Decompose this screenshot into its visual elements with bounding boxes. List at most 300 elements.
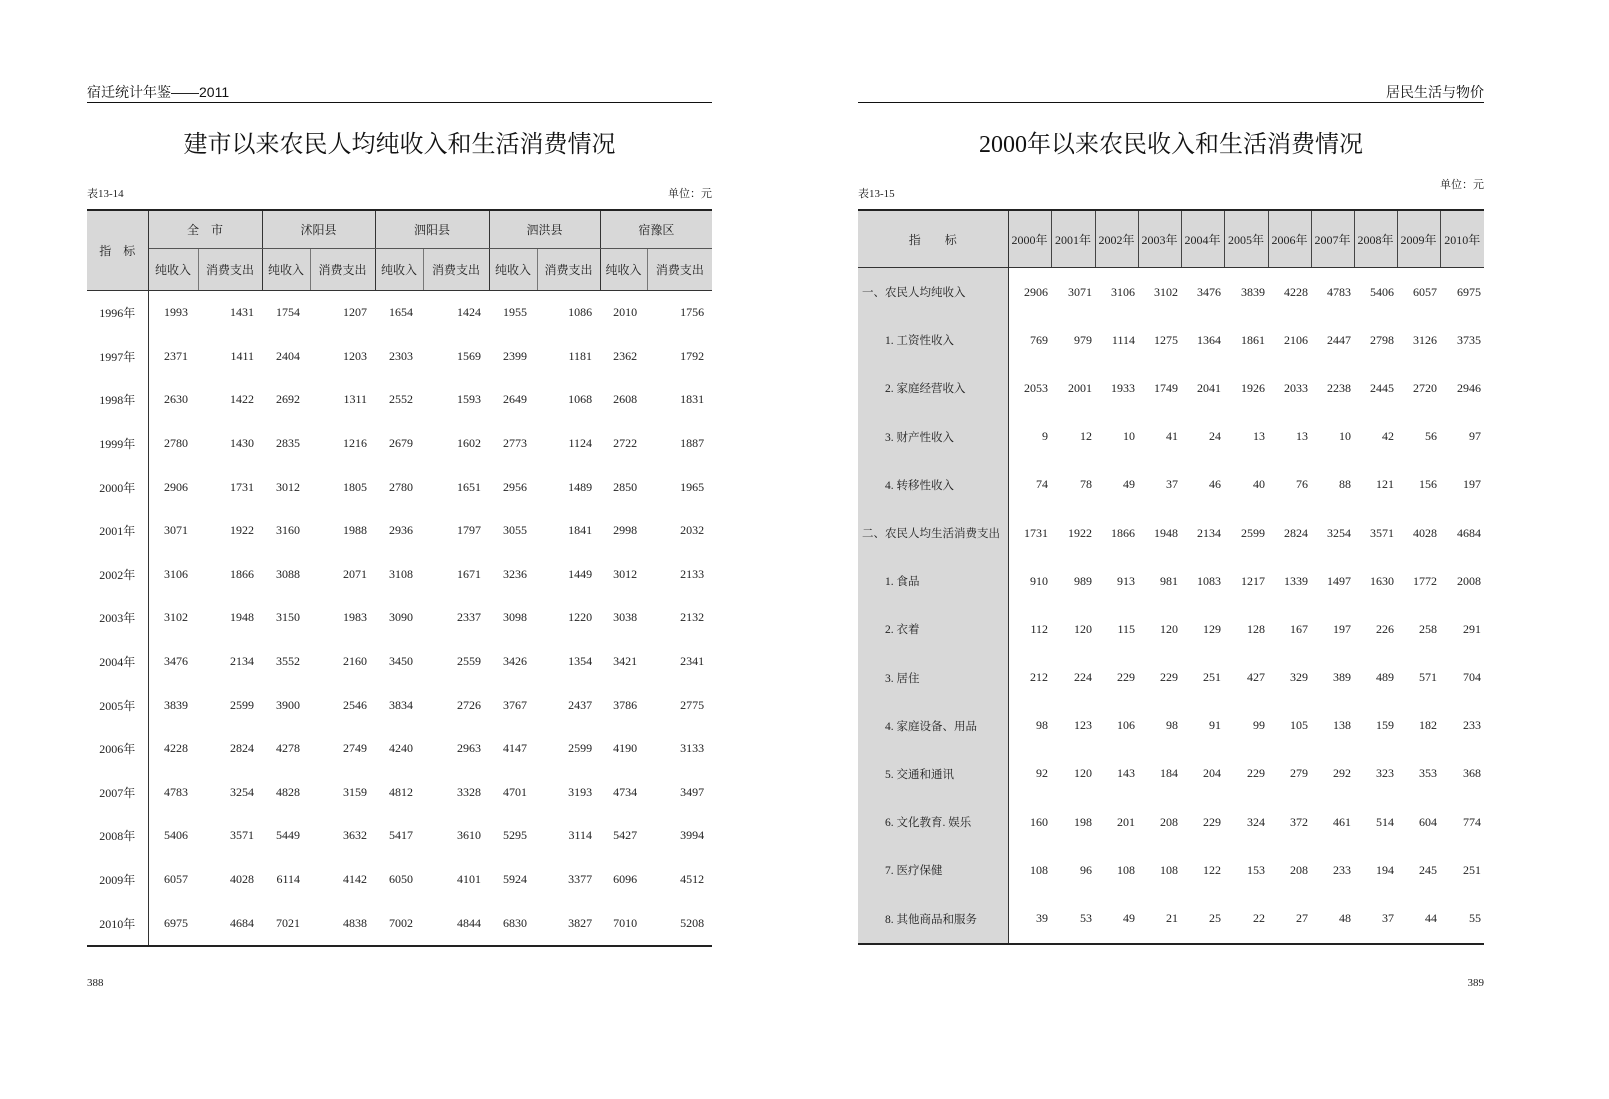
subheader-net-income: 纯收入 bbox=[600, 249, 647, 291]
net-income-cell: 2371 bbox=[164, 348, 188, 363]
net-income-cell: 5427 bbox=[613, 828, 638, 843]
value-cell: 91 bbox=[1209, 718, 1221, 733]
net-income-cell: 3834 bbox=[389, 697, 414, 712]
year-header: 2009年 bbox=[1397, 210, 1440, 268]
group-header-siyang: 泗阳县 bbox=[375, 210, 489, 249]
table-row bbox=[87, 596, 712, 640]
net-income-cell: 3088 bbox=[276, 566, 301, 581]
consumption-cell: 3632 bbox=[343, 828, 368, 843]
consumption-cell: 2341 bbox=[680, 654, 705, 669]
item-label: 5. 交通和通讯 bbox=[858, 750, 1008, 798]
value-cell: 2134 bbox=[1197, 525, 1221, 540]
value-cell: 2008 bbox=[1457, 573, 1481, 588]
year-header: 2002年 bbox=[1095, 210, 1138, 268]
subheader-row bbox=[87, 249, 712, 291]
row-year-label: 2010年 bbox=[87, 901, 148, 946]
table-row bbox=[87, 771, 712, 815]
subheader-consumption: 消费支出 bbox=[423, 249, 489, 291]
value-cell: 88 bbox=[1339, 477, 1351, 492]
table-row bbox=[87, 683, 712, 727]
value-cell: 156 bbox=[1419, 477, 1437, 492]
net-income-cell: 6114 bbox=[276, 872, 301, 887]
value-cell: 4228 bbox=[1284, 284, 1308, 299]
table-row bbox=[858, 798, 1484, 846]
value-cell: 292 bbox=[1333, 766, 1351, 781]
net-income-cell: 2404 bbox=[276, 348, 301, 363]
net-income-cell: 4783 bbox=[164, 784, 188, 799]
consumption-cell: 3571 bbox=[230, 828, 255, 843]
table-row bbox=[87, 291, 712, 335]
item-label: 6. 文化教育. 娱乐 bbox=[858, 798, 1008, 846]
net-income-cell: 4240 bbox=[389, 741, 414, 756]
subheader-consumption: 消费支出 bbox=[647, 249, 712, 291]
value-cell: 1339 bbox=[1284, 573, 1308, 588]
value-cell: 2238 bbox=[1327, 380, 1351, 395]
value-cell: 167 bbox=[1290, 621, 1308, 636]
left-page bbox=[0, 0, 804, 1099]
value-cell: 27 bbox=[1296, 911, 1308, 926]
consumption-cell: 2726 bbox=[457, 697, 482, 712]
value-cell: 323 bbox=[1376, 766, 1394, 781]
value-cell: 3071 bbox=[1068, 284, 1092, 299]
item-label: 3. 财产性收入 bbox=[858, 413, 1008, 461]
value-cell: 372 bbox=[1290, 814, 1308, 829]
value-cell: 1275 bbox=[1154, 332, 1178, 347]
year-header: 2008年 bbox=[1354, 210, 1397, 268]
value-cell: 489 bbox=[1376, 670, 1394, 685]
net-income-cell: 4734 bbox=[613, 784, 638, 799]
value-cell: 3476 bbox=[1197, 284, 1221, 299]
value-cell: 3106 bbox=[1111, 284, 1135, 299]
consumption-cell: 1181 bbox=[568, 348, 593, 363]
value-cell: 53 bbox=[1080, 911, 1092, 926]
table-row bbox=[858, 750, 1484, 798]
value-cell: 56 bbox=[1425, 429, 1437, 444]
value-cell: 2053 bbox=[1024, 380, 1048, 395]
item-label: 1. 食品 bbox=[858, 557, 1008, 605]
value-cell: 39 bbox=[1036, 911, 1048, 926]
running-head: 居民生活与物价 bbox=[1386, 84, 1484, 100]
consumption-cell: 1797 bbox=[457, 523, 482, 538]
consumption-cell: 1422 bbox=[230, 392, 255, 407]
value-cell: 1497 bbox=[1327, 573, 1351, 588]
value-cell: 1749 bbox=[1154, 380, 1178, 395]
consumption-cell: 2160 bbox=[343, 654, 368, 669]
net-income-cell: 5406 bbox=[164, 828, 188, 843]
consumption-cell: 4142 bbox=[343, 872, 368, 887]
row-year-label: 2002年 bbox=[87, 553, 148, 597]
consumption-cell: 1216 bbox=[343, 436, 368, 451]
value-cell: 1922 bbox=[1068, 525, 1092, 540]
subheader-net-income: 纯收入 bbox=[489, 249, 537, 291]
consumption-cell: 3133 bbox=[680, 741, 705, 756]
consumption-cell: 4028 bbox=[230, 872, 255, 887]
net-income-cell: 3786 bbox=[613, 697, 638, 712]
value-cell: 2106 bbox=[1284, 332, 1308, 347]
row-year-label: 1996年 bbox=[87, 291, 148, 335]
value-cell: 201 bbox=[1117, 814, 1135, 829]
consumption-cell: 1489 bbox=[568, 479, 593, 494]
consumption-cell: 1731 bbox=[230, 479, 255, 494]
net-income-cell: 3055 bbox=[503, 523, 528, 538]
subheader-net-income: 纯收入 bbox=[262, 249, 310, 291]
table-row bbox=[858, 364, 1484, 412]
net-income-cell: 6830 bbox=[503, 915, 528, 930]
net-income-cell: 2552 bbox=[389, 392, 414, 407]
consumption-cell: 3159 bbox=[343, 784, 368, 799]
value-cell: 98 bbox=[1166, 718, 1178, 733]
net-income-cell: 3900 bbox=[276, 697, 301, 712]
value-cell: 49 bbox=[1123, 477, 1135, 492]
row-year-label: 1998年 bbox=[87, 378, 148, 422]
subheader-consumption: 消费支出 bbox=[198, 249, 262, 291]
net-income-cell: 4278 bbox=[276, 741, 301, 756]
table-row bbox=[858, 894, 1484, 943]
item-label: 4. 转移性收入 bbox=[858, 461, 1008, 509]
value-cell: 1731 bbox=[1024, 525, 1048, 540]
value-cell: 143 bbox=[1117, 766, 1135, 781]
value-cell: 40 bbox=[1253, 477, 1265, 492]
value-cell: 910 bbox=[1030, 573, 1048, 588]
consumption-cell: 1792 bbox=[680, 348, 705, 363]
table-row bbox=[87, 553, 712, 597]
consumption-cell: 1841 bbox=[568, 523, 593, 538]
net-income-cell: 3150 bbox=[276, 610, 301, 625]
consumption-cell: 1311 bbox=[343, 392, 368, 407]
value-cell: 184 bbox=[1160, 766, 1178, 781]
value-cell: 74 bbox=[1036, 477, 1048, 492]
consumption-cell: 1965 bbox=[680, 479, 705, 494]
value-cell: 226 bbox=[1376, 621, 1394, 636]
value-cell: 197 bbox=[1333, 621, 1351, 636]
value-cell: 245 bbox=[1419, 862, 1437, 877]
net-income-cell: 2692 bbox=[276, 392, 301, 407]
table-row bbox=[87, 901, 712, 946]
table-body bbox=[87, 291, 712, 946]
net-income-cell: 3098 bbox=[503, 610, 528, 625]
value-cell: 105 bbox=[1290, 718, 1308, 733]
consumption-cell: 1671 bbox=[457, 566, 482, 581]
net-income-cell: 3106 bbox=[164, 566, 188, 581]
value-cell: 604 bbox=[1419, 814, 1437, 829]
page-title: 建市以来农民人均纯收入和生活消费情况 bbox=[183, 132, 616, 158]
year-header: 2004年 bbox=[1181, 210, 1224, 268]
value-cell: 2001 bbox=[1068, 380, 1092, 395]
value-cell: 5406 bbox=[1370, 284, 1394, 299]
value-cell: 12 bbox=[1080, 429, 1092, 444]
value-cell: 979 bbox=[1074, 332, 1092, 347]
consumption-cell: 1569 bbox=[457, 348, 482, 363]
value-cell: 123 bbox=[1074, 718, 1092, 733]
value-cell: 92 bbox=[1036, 766, 1048, 781]
year-header: 2000年 bbox=[1008, 210, 1051, 268]
table-row bbox=[858, 268, 1484, 317]
value-cell: 427 bbox=[1247, 670, 1265, 685]
page-title: 2000年以来农民收入和生活消费情况 bbox=[979, 132, 1363, 158]
value-cell: 10 bbox=[1339, 429, 1351, 444]
value-cell: 251 bbox=[1203, 670, 1221, 685]
value-cell: 96 bbox=[1080, 862, 1092, 877]
row-year-label: 1999年 bbox=[87, 422, 148, 466]
table-row bbox=[858, 461, 1484, 509]
item-label: 4. 家庭设备、用品 bbox=[858, 702, 1008, 750]
value-cell: 138 bbox=[1333, 718, 1351, 733]
row-year-label: 1997年 bbox=[87, 335, 148, 379]
value-cell: 2906 bbox=[1024, 284, 1048, 299]
value-cell: 4783 bbox=[1327, 284, 1351, 299]
value-cell: 10 bbox=[1123, 429, 1135, 444]
net-income-cell: 4190 bbox=[613, 741, 638, 756]
value-cell: 128 bbox=[1247, 621, 1265, 636]
value-cell: 2599 bbox=[1241, 525, 1265, 540]
value-cell: 4028 bbox=[1413, 525, 1437, 540]
consumption-cell: 1831 bbox=[680, 392, 705, 407]
row-year-label: 2005年 bbox=[87, 683, 148, 727]
net-income-cell: 3071 bbox=[164, 523, 188, 538]
value-cell: 229 bbox=[1117, 670, 1135, 685]
consumption-cell: 1068 bbox=[568, 392, 593, 407]
page-number: 389 bbox=[1467, 977, 1484, 989]
net-income-cell: 2780 bbox=[389, 479, 414, 494]
value-cell: 197 bbox=[1463, 477, 1481, 492]
value-cell: 112 bbox=[1030, 621, 1048, 636]
net-income-cell: 3839 bbox=[164, 697, 188, 712]
net-income-cell: 2399 bbox=[503, 348, 528, 363]
table-number: 表13-15 bbox=[858, 188, 895, 200]
value-cell: 48 bbox=[1339, 911, 1351, 926]
year-header: 2010年 bbox=[1440, 210, 1484, 268]
table-row bbox=[858, 605, 1484, 653]
net-income-cell: 2649 bbox=[503, 392, 528, 407]
table-body bbox=[858, 268, 1484, 944]
net-income-cell: 4828 bbox=[276, 784, 301, 799]
consumption-cell: 1983 bbox=[343, 610, 368, 625]
value-cell: 2824 bbox=[1284, 525, 1308, 540]
table-row bbox=[858, 413, 1484, 461]
net-income-cell: 3102 bbox=[164, 610, 188, 625]
value-cell: 229 bbox=[1160, 670, 1178, 685]
value-cell: 1217 bbox=[1241, 573, 1265, 588]
net-income-cell: 3108 bbox=[389, 566, 414, 581]
value-cell: 251 bbox=[1463, 862, 1481, 877]
net-income-cell: 2303 bbox=[389, 348, 414, 363]
consumption-cell: 1354 bbox=[568, 654, 593, 669]
value-cell: 1114 bbox=[1111, 332, 1135, 347]
value-cell: 258 bbox=[1419, 621, 1437, 636]
value-cell: 1630 bbox=[1370, 573, 1394, 588]
net-income-cell: 3012 bbox=[276, 479, 301, 494]
value-cell: 198 bbox=[1074, 814, 1092, 829]
value-cell: 2033 bbox=[1284, 380, 1308, 395]
table-row bbox=[87, 814, 712, 858]
consumption-cell: 3328 bbox=[457, 784, 482, 799]
unit-label: 单位：元 bbox=[668, 188, 712, 200]
table-row bbox=[858, 846, 1484, 894]
value-cell: 153 bbox=[1247, 862, 1265, 877]
value-cell: 1926 bbox=[1241, 380, 1265, 395]
value-cell: 233 bbox=[1333, 862, 1351, 877]
value-cell: 49 bbox=[1123, 911, 1135, 926]
net-income-cell: 6975 bbox=[164, 915, 188, 930]
table-row bbox=[858, 316, 1484, 364]
net-income-cell: 3426 bbox=[503, 654, 528, 669]
net-income-cell: 7021 bbox=[276, 915, 301, 930]
consumption-cell: 2437 bbox=[568, 697, 593, 712]
consumption-cell: 2337 bbox=[457, 610, 482, 625]
net-income-cell: 2722 bbox=[613, 436, 638, 451]
value-cell: 1866 bbox=[1111, 525, 1135, 540]
consumption-cell: 4844 bbox=[457, 915, 482, 930]
value-cell: 353 bbox=[1419, 766, 1437, 781]
corner-header: 指 标 bbox=[87, 210, 148, 291]
net-income-cell: 3090 bbox=[389, 610, 414, 625]
value-cell: 129 bbox=[1203, 621, 1221, 636]
net-income-cell: 2956 bbox=[503, 479, 528, 494]
net-income-cell: 2773 bbox=[503, 436, 528, 451]
consumption-cell: 1449 bbox=[568, 566, 593, 581]
table-row bbox=[87, 640, 712, 684]
item-label: 2. 衣着 bbox=[858, 605, 1008, 653]
consumption-cell: 1411 bbox=[230, 348, 255, 363]
value-cell: 76 bbox=[1296, 477, 1308, 492]
net-income-cell: 2362 bbox=[613, 348, 638, 363]
value-cell: 514 bbox=[1376, 814, 1394, 829]
consumption-cell: 2134 bbox=[230, 654, 255, 669]
net-income-cell: 1754 bbox=[276, 305, 301, 320]
value-cell: 212 bbox=[1030, 670, 1048, 685]
value-cell: 208 bbox=[1160, 814, 1178, 829]
value-cell: 13 bbox=[1296, 429, 1308, 444]
table-row bbox=[87, 858, 712, 902]
category-label: 一、农民人均纯收入 bbox=[858, 268, 1008, 317]
value-cell: 2447 bbox=[1327, 332, 1351, 347]
net-income-cell: 3476 bbox=[164, 654, 188, 669]
net-income-cell: 2850 bbox=[613, 479, 638, 494]
net-income-cell: 5295 bbox=[503, 828, 528, 843]
consumption-cell: 3377 bbox=[568, 872, 593, 887]
subheader-net-income: 纯收入 bbox=[375, 249, 423, 291]
value-cell: 204 bbox=[1203, 766, 1221, 781]
unit-label: 单位：元 bbox=[1440, 179, 1484, 191]
net-income-cell: 2780 bbox=[164, 436, 188, 451]
net-income-cell: 3038 bbox=[613, 610, 638, 625]
net-income-cell: 2998 bbox=[613, 523, 638, 538]
value-cell: 115 bbox=[1117, 621, 1135, 636]
table-number: 表13-14 bbox=[87, 188, 124, 200]
value-cell: 4684 bbox=[1457, 525, 1481, 540]
value-cell: 324 bbox=[1247, 814, 1265, 829]
consumption-cell: 1086 bbox=[568, 305, 593, 320]
net-income-cell: 2906 bbox=[164, 479, 188, 494]
header-row bbox=[858, 210, 1484, 268]
net-income-cell: 3012 bbox=[613, 566, 638, 581]
net-income-cell: 2936 bbox=[389, 523, 414, 538]
table-row bbox=[858, 557, 1484, 605]
value-cell: 913 bbox=[1117, 573, 1135, 588]
consumption-cell: 3497 bbox=[680, 784, 705, 799]
value-cell: 2720 bbox=[1413, 380, 1437, 395]
net-income-cell: 1955 bbox=[503, 305, 528, 320]
table-row bbox=[858, 654, 1484, 702]
value-cell: 3126 bbox=[1413, 332, 1437, 347]
net-income-cell: 3552 bbox=[276, 654, 301, 669]
net-income-cell: 7002 bbox=[389, 915, 414, 930]
consumption-cell: 4512 bbox=[680, 872, 705, 887]
consumption-cell: 2546 bbox=[343, 697, 368, 712]
net-income-cell: 2835 bbox=[276, 436, 301, 451]
consumption-cell: 2749 bbox=[343, 741, 368, 756]
value-cell: 120 bbox=[1074, 766, 1092, 781]
row-year-label: 2000年 bbox=[87, 465, 148, 509]
value-cell: 233 bbox=[1463, 718, 1481, 733]
table-row bbox=[87, 335, 712, 379]
table-row bbox=[87, 509, 712, 553]
value-cell: 13 bbox=[1253, 429, 1265, 444]
rural-income-consumption-by-region-table bbox=[87, 209, 712, 947]
consumption-cell: 2963 bbox=[457, 741, 482, 756]
consumption-cell: 1756 bbox=[680, 305, 705, 320]
consumption-cell: 2132 bbox=[680, 610, 705, 625]
value-cell: 461 bbox=[1333, 814, 1351, 829]
value-cell: 55 bbox=[1469, 911, 1481, 926]
table-header bbox=[87, 210, 712, 291]
group-header-shuyang: 沭阳县 bbox=[262, 210, 375, 249]
row-year-label: 2009年 bbox=[87, 858, 148, 902]
consumption-cell: 1431 bbox=[230, 305, 255, 320]
consumption-cell: 4101 bbox=[457, 872, 482, 887]
row-year-label: 2001年 bbox=[87, 509, 148, 553]
value-cell: 120 bbox=[1074, 621, 1092, 636]
category-label: 二、农民人均生活消费支出 bbox=[858, 509, 1008, 557]
year-header: 2003年 bbox=[1138, 210, 1181, 268]
value-cell: 108 bbox=[1030, 862, 1048, 877]
value-cell: 2041 bbox=[1197, 380, 1221, 395]
value-cell: 120 bbox=[1160, 621, 1178, 636]
item-label: 7. 医疗保健 bbox=[858, 846, 1008, 894]
value-cell: 37 bbox=[1166, 477, 1178, 492]
row-year-label: 2003年 bbox=[87, 596, 148, 640]
consumption-cell: 1593 bbox=[457, 392, 482, 407]
consumption-cell: 1124 bbox=[568, 436, 593, 451]
consumption-cell: 3193 bbox=[568, 784, 593, 799]
net-income-cell: 5924 bbox=[503, 872, 528, 887]
value-cell: 121 bbox=[1376, 477, 1394, 492]
value-cell: 106 bbox=[1117, 718, 1135, 733]
value-cell: 368 bbox=[1463, 766, 1481, 781]
value-cell: 1861 bbox=[1241, 332, 1265, 347]
value-cell: 99 bbox=[1253, 718, 1265, 733]
net-income-cell: 4147 bbox=[503, 741, 528, 756]
value-cell: 41 bbox=[1166, 429, 1178, 444]
net-income-cell: 3421 bbox=[613, 654, 638, 669]
subheader-consumption: 消费支出 bbox=[537, 249, 600, 291]
value-cell: 21 bbox=[1166, 911, 1178, 926]
consumption-cell: 3610 bbox=[457, 828, 482, 843]
consumption-cell: 2559 bbox=[457, 654, 482, 669]
net-income-cell: 3160 bbox=[276, 523, 301, 538]
value-cell: 291 bbox=[1463, 621, 1481, 636]
consumption-cell: 1207 bbox=[343, 305, 368, 320]
consumption-cell: 1602 bbox=[457, 436, 482, 451]
value-cell: 46 bbox=[1209, 477, 1221, 492]
value-cell: 1948 bbox=[1154, 525, 1178, 540]
net-income-cell: 2010 bbox=[613, 305, 638, 320]
value-cell: 25 bbox=[1209, 911, 1221, 926]
net-income-cell: 3236 bbox=[503, 566, 528, 581]
consumption-cell: 3114 bbox=[568, 828, 593, 843]
net-income-cell: 4701 bbox=[503, 784, 528, 799]
value-cell: 329 bbox=[1290, 670, 1308, 685]
